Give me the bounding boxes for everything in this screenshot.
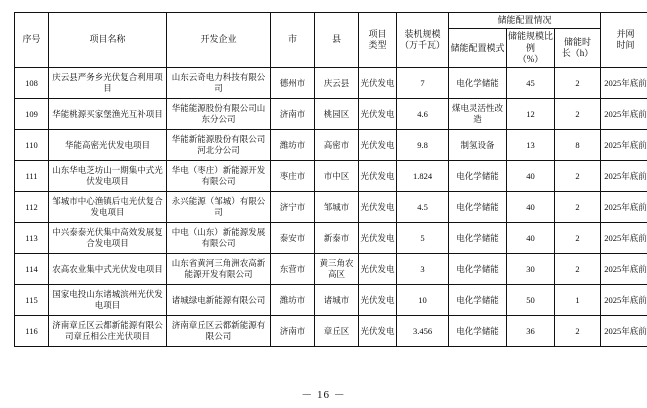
cell-project-name: 华能高密光伏发电项目	[49, 130, 167, 161]
cell-storage-ratio: 40	[507, 223, 555, 254]
cell-city: 泰安市	[271, 223, 315, 254]
cell-storage-duration: 2	[555, 223, 601, 254]
header-grid-time: 并网 时间	[601, 13, 647, 68]
table-body	[15, 68, 647, 347]
cell-project-type: 光伏发电	[359, 316, 397, 347]
cell-capacity: 4.6	[397, 99, 449, 130]
header-storage-duration: 储能时 长（h）	[555, 29, 601, 68]
cell-storage-duration: 2	[555, 161, 601, 192]
cell-grid-time: 2025年底前	[601, 192, 647, 223]
cell-capacity: 3	[397, 254, 449, 285]
page-number: － 16 －	[301, 389, 346, 401]
cell-index: 115	[15, 285, 49, 316]
cell-index: 108	[15, 68, 49, 99]
cell-storage-mode: 电化学储能	[449, 223, 507, 254]
cell-storage-ratio: 45	[507, 68, 555, 99]
cell-index: 109	[15, 99, 49, 130]
cell-developer: 永兴能源（邹城）有限公司	[167, 192, 271, 223]
header-capacity: 装机规模 （万千瓦）	[397, 13, 449, 68]
cell-city: 潍坊市	[271, 130, 315, 161]
cell-county: 黄三角农高区	[315, 254, 359, 285]
header-index: 序号	[15, 13, 49, 68]
table-row	[15, 161, 647, 192]
cell-city: 德州市	[271, 68, 315, 99]
cell-project-type: 光伏发电	[359, 223, 397, 254]
cell-storage-mode: 煤电灵活性改造	[449, 99, 507, 130]
cell-city: 潍坊市	[271, 285, 315, 316]
cell-developer: 济南章丘区云都新能源有限公司	[167, 316, 271, 347]
header-storage-ratio: 储能规模比例 （%）	[507, 29, 555, 68]
cell-project-type: 光伏发电	[359, 99, 397, 130]
cell-capacity: 1.824	[397, 161, 449, 192]
cell-project-name: 华能桃源买家堡渔光互补项目	[49, 99, 167, 130]
cell-storage-mode: 电化学储能	[449, 192, 507, 223]
cell-county: 新泰市	[315, 223, 359, 254]
cell-grid-time: 2025年底前	[601, 68, 647, 99]
cell-storage-ratio: 13	[507, 130, 555, 161]
cell-grid-time: 2025年底前	[601, 316, 647, 347]
header-row-group	[15, 13, 647, 29]
cell-storage-ratio: 40	[507, 161, 555, 192]
header-project-name: 项目名称	[49, 13, 167, 68]
cell-county: 诸城市	[315, 285, 359, 316]
header-developer: 开发企业	[167, 13, 271, 68]
header-storage-group: 储能配置情况	[449, 13, 601, 29]
cell-developer: 诸城绿电新能源有限公司	[167, 285, 271, 316]
cell-county: 章丘区	[315, 316, 359, 347]
cell-developer: 山东省黄河三角洲农高新能源开发有限公司	[167, 254, 271, 285]
cell-storage-duration: 2	[555, 99, 601, 130]
cell-city: 东营市	[271, 254, 315, 285]
cell-index: 111	[15, 161, 49, 192]
cell-grid-time: 2025年底前	[601, 223, 647, 254]
cell-storage-duration: 8	[555, 130, 601, 161]
projects-table	[14, 12, 647, 347]
cell-project-type: 光伏发电	[359, 285, 397, 316]
cell-developer: 华电（枣庄）新能源开发有限公司	[167, 161, 271, 192]
cell-project-name: 农高农业集中式光伏发电项目	[49, 254, 167, 285]
cell-project-name: 国家电投山东诸城滨州光伏发电项目	[49, 285, 167, 316]
table-row	[15, 254, 647, 285]
cell-grid-time: 2025年底前	[601, 99, 647, 130]
header-project-type: 项目 类型	[359, 13, 397, 68]
cell-grid-time: 2025年底前	[601, 254, 647, 285]
cell-storage-mode: 电化学储能	[449, 68, 507, 99]
table-row	[15, 130, 647, 161]
cell-storage-ratio: 50	[507, 285, 555, 316]
table-row	[15, 285, 647, 316]
cell-index: 116	[15, 316, 49, 347]
cell-storage-duration: 2	[555, 192, 601, 223]
table-row	[15, 99, 647, 130]
cell-storage-mode: 电化学储能	[449, 254, 507, 285]
header-city: 市	[271, 13, 315, 68]
cell-project-type: 光伏发电	[359, 68, 397, 99]
cell-county: 桃园区	[315, 99, 359, 130]
cell-grid-time: 2025年底前	[601, 285, 647, 316]
cell-storage-duration: 2	[555, 68, 601, 99]
cell-storage-duration: 2	[555, 254, 601, 285]
cell-storage-mode: 电化学储能	[449, 316, 507, 347]
cell-grid-time: 2025年底前	[601, 130, 647, 161]
cell-project-type: 光伏发电	[359, 130, 397, 161]
cell-city: 济南市	[271, 99, 315, 130]
header-storage-mode: 储能配置模式	[449, 29, 507, 68]
cell-index: 110	[15, 130, 49, 161]
table-row	[15, 192, 647, 223]
cell-storage-ratio: 40	[507, 192, 555, 223]
cell-capacity: 4.5	[397, 192, 449, 223]
cell-storage-ratio: 30	[507, 254, 555, 285]
cell-developer: 中电（山东）新能源发展有限公司	[167, 223, 271, 254]
cell-project-type: 光伏发电	[359, 161, 397, 192]
cell-county: 高密市	[315, 130, 359, 161]
cell-storage-ratio: 12	[507, 99, 555, 130]
cell-grid-time: 2025年底前	[601, 161, 647, 192]
cell-capacity: 10	[397, 285, 449, 316]
cell-city: 济宁市	[271, 192, 315, 223]
table-row	[15, 223, 647, 254]
cell-storage-duration: 1	[555, 285, 601, 316]
table-header	[15, 13, 647, 68]
cell-project-type: 光伏发电	[359, 192, 397, 223]
cell-storage-ratio: 36	[507, 316, 555, 347]
cell-capacity: 5	[397, 223, 449, 254]
cell-county: 庆云县	[315, 68, 359, 99]
cell-project-name: 中兴泰泰光伏集中高效发展复合发电项目	[49, 223, 167, 254]
cell-project-name: 邹城市中心渔镇后屯光伏复合发电项目	[49, 192, 167, 223]
cell-project-type: 光伏发电	[359, 254, 397, 285]
cell-developer: 华能能源股份有限公司山东分公司	[167, 99, 271, 130]
cell-index: 112	[15, 192, 49, 223]
cell-project-name: 山东华电芝坊山一期集中式光伏发电项目	[49, 161, 167, 192]
cell-city: 枣庄市	[271, 161, 315, 192]
cell-index: 113	[15, 223, 49, 254]
cell-project-name: 济南章丘区云都新能源有限公司章丘相公庄光伏项目	[49, 316, 167, 347]
cell-county: 邹城市	[315, 192, 359, 223]
cell-capacity: 7	[397, 68, 449, 99]
header-county: 县	[315, 13, 359, 68]
cell-storage-mode: 电化学储能	[449, 285, 507, 316]
cell-county: 市中区	[315, 161, 359, 192]
cell-project-name: 庆云县严务乡光伏复合利用项目	[49, 68, 167, 99]
cell-index: 114	[15, 254, 49, 285]
table-row	[15, 316, 647, 347]
cell-developer: 山东云奇电力科技有限公司	[167, 68, 271, 99]
cell-city: 济南市	[271, 316, 315, 347]
cell-developer: 华能新能源股份有限公司河北分公司	[167, 130, 271, 161]
cell-storage-mode: 电化学储能	[449, 161, 507, 192]
table-row	[15, 68, 647, 99]
cell-storage-duration: 2	[555, 316, 601, 347]
cell-storage-mode: 制氢设备	[449, 130, 507, 161]
cell-capacity: 3.456	[397, 316, 449, 347]
cell-capacity: 9.8	[397, 130, 449, 161]
